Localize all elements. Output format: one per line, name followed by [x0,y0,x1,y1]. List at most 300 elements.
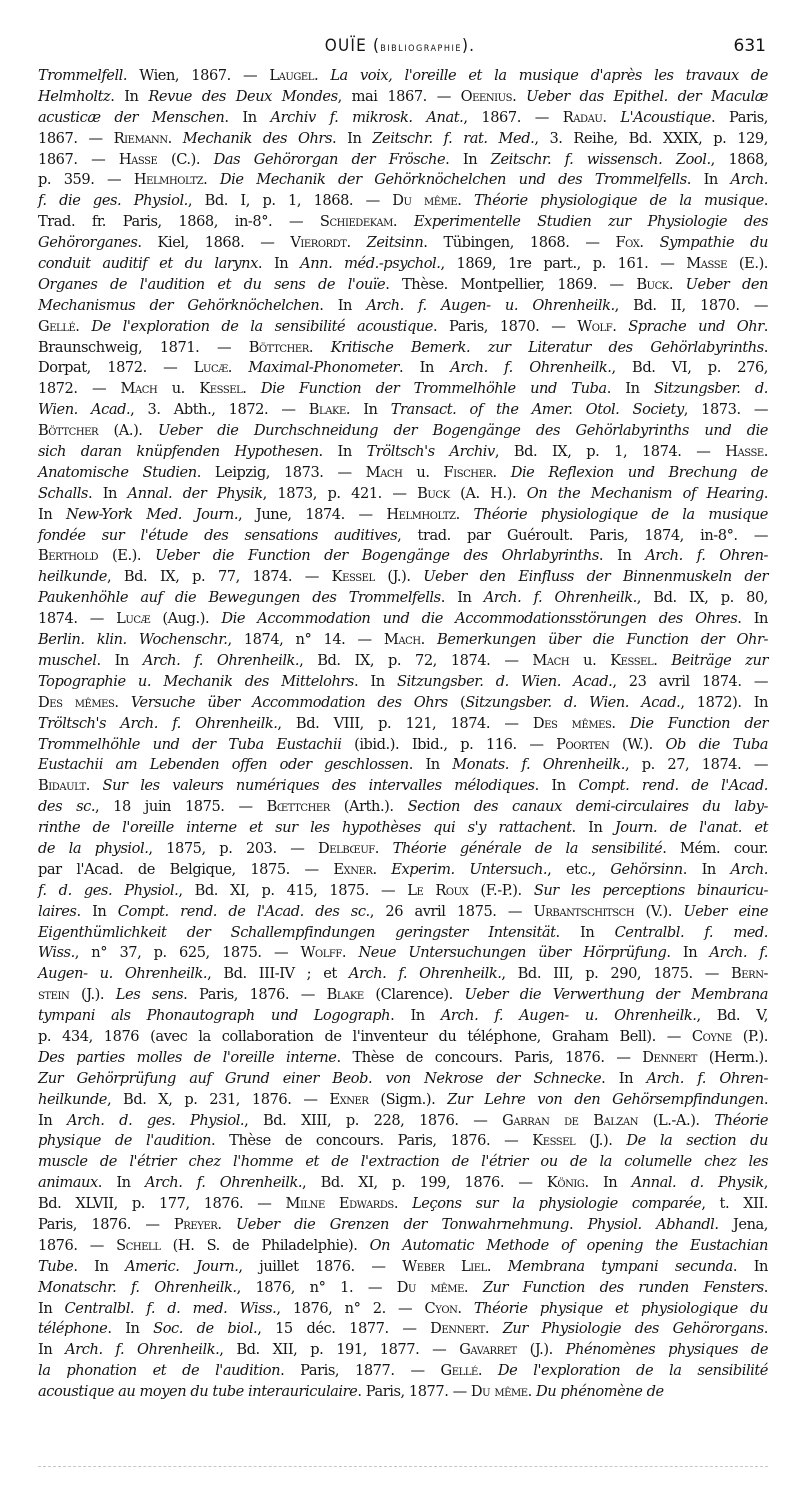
text-run: , June, 1874. — [238,505,387,523]
italic-run: tympani als Phonautograph und Logograph [38,1007,391,1025]
italic-run: Ueber eine [683,902,769,920]
italic-run: sich daran knüpfenden Hypothesen [38,443,319,461]
italic-run: Du phénomène de [536,1383,664,1401]
author-name: Cyon [424,1299,458,1317]
italic-run: laires [38,902,77,920]
text-run: . In [737,610,768,628]
text-run: , Bd. XI, p. 199, 1876. — [302,1174,547,1192]
text-run: . In [96,651,143,669]
italic-run: Arch. f. Ohrenheilk. [142,651,300,669]
italic-run: Arch. f. Ohrenheilk. [144,1174,303,1192]
text-line [38,735,768,756]
author-name: Du même [396,1278,464,1296]
author-name: Oeenius [460,87,513,105]
italic-run: New-York Med. Journ. [65,505,239,523]
italic-run: L'Acoustique [620,108,711,126]
author-name: Dennert [430,1320,485,1338]
author-name: Hasse [118,150,158,168]
italic-run: Die Function der Trommelhöhle und Tuba [260,380,607,398]
text-line [38,358,768,379]
italic-run: Sitzungsber. d. Wien. Acad. [465,693,681,711]
italic-run: Arch. d. ges. Physiol. [66,1111,245,1129]
text-run: . [75,317,92,335]
text-run: . In [440,589,484,607]
author-name: Böttcher [248,338,309,356]
author-name: Berthold [38,547,99,565]
italic-run: Trommelfell. [38,67,140,84]
text-line [38,421,768,442]
italic-run: Wien. Acad. [38,401,131,419]
text-run: . In [345,401,391,419]
text-run: . Paris, 1870. — [433,317,578,335]
text-run: , n° 37, p. 625, 1875. — [74,944,301,962]
italic-run: Zur Lehre von den Gehörsempfindungen [447,1090,764,1108]
text-run: . In [399,359,451,377]
italic-run: Gehörsinn [610,860,683,878]
text-run: Wien, 1867. — [139,67,270,84]
text-run: . [313,67,331,84]
text-run: . [612,317,629,335]
text-run: , Bd. III, p. 290, 1875. — [501,965,731,983]
text-run: , 3. Abth., 1872. — [130,401,309,419]
text-line [38,1319,768,1340]
italic-run: Die Reflexion und Brechung de [510,463,768,481]
text-line [38,672,768,693]
title-end: ). [462,36,476,56]
text-run: (Herm.). [696,1048,768,1066]
text-run: . Paris, 1877. — [280,1362,441,1380]
text-run: (Clarence). [363,986,465,1004]
text-line [38,818,768,839]
text-run: . In [318,443,367,461]
italic-run: Die Mechanik der Gehörknöchelchen und des Trommelfells [219,171,687,189]
text-run: , 1872). In [680,693,768,711]
text-run: . [227,359,249,377]
text-run: , 1876, n° 2. — [276,1299,425,1317]
text-line [38,1069,768,1090]
text-run: (J.). [374,568,424,586]
text-run: . [455,505,474,523]
text-run: , Bd. XI, p. 415, 1875. — [178,881,408,899]
text-run: . [611,714,630,732]
text-run: (J.). [69,986,116,1004]
italic-run: On the Mechanism of Hearing [526,484,764,502]
text-run: , Bd. VI, p. 276, [611,359,768,377]
text-run: p. 434, 1876 (avec la collaboration de l'inventeur du téléphone, Graham Bell). — [38,1027,692,1045]
italic-run: Americ. Journ. [125,1257,239,1275]
text-run: (A.). [98,422,158,440]
author-name: Exner [329,1090,369,1108]
text-run: . Paris, 1877. — [357,1383,471,1401]
italic-run: Arch. f. Ohrenheilk. [65,1341,220,1359]
text-run: . [393,1195,413,1213]
italic-run: Théorie physiologique de la musique [473,192,764,210]
text-run: Trad. fr. Paris, 1868, in-8°. — [38,213,320,231]
text-line [38,943,768,964]
text-run: . In [571,819,615,837]
text-line [38,296,768,317]
author-name: Du même [470,1383,528,1401]
italic-run: Organes de l'audition et du sens de l'ouïe [38,275,386,293]
text-run: (C.). [157,150,214,168]
text-run: , Bd. IX, p. 1, 1874. — [494,443,726,461]
text-line [38,129,768,150]
text-run: . [346,234,367,252]
text-run: . [242,380,261,398]
author-name: Laugel [269,67,314,84]
footer-rule [38,1466,768,1467]
text-run: , [763,1174,768,1192]
text-run: . Kiel, 1868. — [137,234,291,252]
text-run: . [392,213,414,231]
text-run: . [308,338,331,356]
text-run: In [38,1299,65,1317]
text-run: . [653,651,672,669]
text-run: , mai 1867. — [337,87,461,105]
text-run: , 3. Reihe, Bd. XXIX, p. 129, [534,129,768,147]
text-run: , p. 27, 1874. — [624,756,768,774]
italic-run: De l'exploration de la sensibilité acoustique [91,317,433,335]
text-line [38,233,768,254]
author-name: Lucæ [116,610,151,628]
title-small-caps: bibliographie [380,40,462,55]
text-line [38,1194,768,1215]
italic-run: Sitzungsber. d. Wien. Acad. [396,672,613,690]
author-name: Gellé [440,1362,478,1380]
italic-run: Physiol. Abhandl. [587,1215,719,1233]
text-run: . [602,108,621,126]
text-line [38,1299,768,1320]
author-name: Kessel [610,651,654,669]
italic-run: Zur Function des runden Fensters [482,1278,764,1296]
author-name: Le Roux [407,881,469,899]
author-name: Schiedekam [319,213,393,231]
italic-run: Ueber die Grenzen der Tonwahrnehmung [235,1215,569,1233]
italic-run: Ueber den Einfluss der Binnenmuskeln der [423,568,768,586]
text-run: . [763,1320,768,1338]
italic-run: Théorie générale de la sensibilité [392,839,663,857]
text-line [38,567,768,588]
italic-run: acoustique au moyen du tube interauriculaire [38,1383,358,1401]
italic-run: De la section du [626,1132,768,1150]
italic-run: Zur Gehörprüfung auf Grund einer Beob. von Nekrose der Schnecke [38,1069,602,1087]
text-line [38,839,768,860]
text-run: u. [569,651,611,669]
text-line [38,170,768,191]
italic-run: Arch. f. Ohrenheilk. [483,589,637,607]
text-run: . In [390,1007,441,1025]
text-run: . [217,1215,236,1233]
italic-run: Arch. f. Ohren- [645,547,768,565]
italic-run: Mechanik des Ohrs [182,129,332,147]
text-line [38,150,768,171]
author-name: Coyne [691,1027,732,1045]
text-run: . [203,171,220,189]
text-line [38,902,768,923]
text-run: , t. XII. [701,1195,768,1213]
italic-run: physique de l'audition [38,1132,211,1150]
text-line [38,1090,768,1111]
text-run: . [492,463,511,481]
text-run: . Paris, 1876. — [183,986,327,1004]
italic-run: rinthe de l'oreille interne et sur les hypothèses qui s'y rattachent [38,819,572,837]
author-name: Exner [333,860,373,878]
italic-run: Berlin. klin. Wochenschr. [38,631,228,649]
italic-run: Ueber das Epithel. der Maculæ [526,87,768,105]
text-run: . In [110,87,149,105]
text-line [38,714,768,735]
italic-run: animaux [38,1174,98,1192]
italic-run: des sc. [38,798,96,816]
text-line [38,254,768,275]
text-line [38,1236,768,1257]
text-line [38,275,768,296]
author-name: Buck [417,484,450,502]
italic-run: Membrana tympani secunda [507,1257,733,1275]
text-run: . In [257,255,301,273]
italic-run: Sitzungsber. d. [654,380,768,398]
text-line [38,1006,768,1027]
text-run: (A. H.). [449,484,527,502]
italic-run: Phénomènes physiques de [565,1341,769,1359]
text-line [38,1257,768,1278]
text-run: . In [534,777,579,795]
text-line [38,1027,768,1048]
text-run: Jena, [718,1215,768,1233]
text-run: Paris, 1876. — [38,1215,174,1233]
text-line [38,212,768,233]
text-run: . Mém. cour. [662,839,768,857]
title-main: OUÏE ( [324,36,381,56]
text-line [38,1340,768,1361]
text-run: . [639,234,660,252]
text-run: . [568,1215,588,1233]
text-line [38,693,768,714]
text-run: , Bd. I, p. 1, 1868. — [187,192,393,210]
text-run: . In [87,484,128,502]
author-name: Kessel [331,568,375,586]
text-run: (J.). [516,1341,566,1359]
text-run: . In [332,129,373,147]
author-name: Milne Edwards [285,1195,394,1213]
italic-run: Die Accommodation und die Accommodationsstörungen des Ohres [221,610,738,628]
text-run: . In [666,944,710,962]
text-run: , Bd. IX, p. 72, 1874. — [299,651,533,669]
italic-run: Transact. of the Amer. Otol. Society [390,401,684,419]
text-run: , Bd. XII, p. 191, 1877. — [219,1341,460,1359]
text-run: 1867. — [38,150,119,168]
text-run: . Thèse de concours. Paris, 1876. — [336,1048,643,1066]
italic-run: Arch. f. Ohrenheilk. [450,359,612,377]
text-run: , 15 déc. 1877. — [257,1320,431,1338]
text-run: . Tübingen, 1868. — [423,234,616,252]
author-name: Urbantschitsch [533,902,635,920]
italic-run: heilkunde [38,568,107,586]
text-run: . In [319,296,367,314]
author-name: Helmholtz [386,505,456,523]
text-run: . In [598,547,646,565]
italic-run: Eustachii am Lebenden offen oder geschlossen [38,756,409,774]
italic-run: Zur Physiologie des Gehörorgans [502,1320,764,1338]
text-run: , Bd. XIII, p. 228, 1876. — [244,1111,503,1129]
text-run: , Bd. V, [696,1007,768,1025]
author-name: Masse [686,255,728,273]
author-name: Poorten [556,735,610,753]
text-run: . In [445,150,491,168]
author-name: Bœttcher [266,798,330,816]
text-run: , etc., [547,860,611,878]
text-line [38,651,768,672]
italic-run: Arch. f. [709,944,768,962]
text-run: . In [408,756,453,774]
italic-run: Versuche über Accommodation des Ohrs [130,693,448,711]
text-run: . [372,860,392,878]
text-line [38,588,768,609]
text-run: Braunschweig, 1871. — [38,338,249,356]
text-run: . [457,192,474,210]
text-run: . [512,87,527,105]
italic-run: Archiv f. mikrosk. Anat. [270,108,464,126]
running-head [0,36,800,56]
text-run: . [374,839,393,857]
text-run: . [114,693,131,711]
author-name: Des mêmes [38,693,115,711]
author-name: Gavarret [459,1341,517,1359]
text-run: , 18 juin 1875. — [95,798,267,816]
text-run: . In [107,1320,154,1338]
text-run: u. [402,463,444,481]
text-run: , 1869, 1re part., p. 161. — [440,255,687,273]
page-number: 631 [733,36,766,56]
text-line [38,484,768,505]
italic-run: Arch. f. Ohrenheilk. [348,965,502,983]
text-run: , Bd. VIII, p. 121, 1874. — [277,714,533,732]
author-name: König [546,1174,585,1192]
italic-run: Journ. de l'anat. et [614,819,768,837]
text-line [38,797,768,818]
text-run: In [38,1341,66,1359]
italic-run: Ueber die Verwerthung der Membrana [464,986,769,1004]
text-run: . In [732,1257,768,1275]
italic-run: Schalls [38,484,88,502]
text-run: . Leipzig, 1873. — [196,463,366,481]
text-line [38,463,768,484]
text-run: . [486,1257,508,1275]
italic-run: Leçons sur la physiologie comparée [412,1195,702,1213]
text-line [38,776,768,797]
text-run: (Sigm.). [368,1090,448,1108]
italic-run: Sympathie du [659,234,768,252]
text-line [38,442,768,463]
text-run: Dorpat, 1872. — [38,359,194,377]
author-name: Du même [392,192,458,210]
text-run: In [38,505,66,523]
text-run: (F.-P.). [468,881,534,899]
italic-run: Tröltsch's Arch. f. Ohrenheilk. [38,714,278,732]
italic-run: Ueber den [685,275,768,293]
italic-run: Théorie physique et physiologique du [473,1299,768,1317]
italic-run: Zeitschr. f. rat. Med. [372,129,535,147]
italic-run: Annal. der Physik [127,484,263,502]
author-name: Preyer [173,1215,218,1233]
text-run: . [763,1278,768,1296]
italic-run: Sprache und Ohr [628,317,764,335]
text-line [38,338,768,359]
italic-run: Zeitsinn [366,234,424,252]
author-name: Buck [636,275,669,293]
author-name: Delbœuf [318,839,375,857]
italic-run: Trommelhöhle und der Tuba Eustachii [38,735,342,753]
text-run: . [85,777,103,795]
text-line [38,985,768,1006]
italic-run: Bemerkungen über die Function der Ohr- [437,631,769,649]
text-run: . In [686,171,731,189]
text-run: . [763,443,768,461]
text-run: . [167,129,183,147]
italic-run: Ob die Tuba [665,735,768,753]
text-line [38,317,768,338]
text-line [38,1111,768,1132]
text-run: (Aug.). [150,610,222,628]
author-name: Blake [326,986,364,1004]
text-line [38,1382,768,1403]
author-name: Wolff [300,944,342,962]
text-run: , juillet 1876. — [238,1257,403,1275]
text-run: . Thèse de concours. Paris, 1876. — [211,1132,533,1150]
italic-run: muschel [38,651,97,669]
text-run: . [341,944,359,962]
text-run: , 1867. — [463,108,563,126]
italic-run: Centralbl. f. med. [614,923,768,941]
italic-run: muscle de l'étrier chez l'homme et de l'extraction de l'étrier ou de la columelle chez les [38,1153,768,1171]
italic-run: Zeitschr. f. wissensch. Zool. [490,150,711,168]
text-run: . [527,1383,537,1401]
italic-run: Annal. d. Physik [631,1174,764,1192]
text-run: (Arth.). [329,798,408,816]
text-run: (ibid.). Ibid., p. 116. — [341,735,557,753]
italic-run: Arch. [730,860,768,878]
italic-run: Arch. [730,171,768,189]
italic-run: Monats. f. Ohrenheilk. [452,756,625,774]
text-run: In [38,1111,67,1129]
author-name: Bidault [38,777,86,795]
author-name: Hasse [725,443,764,461]
author-name: Des mêmes [532,714,612,732]
text-run: . [763,317,768,335]
text-run: (P.). [731,1027,768,1045]
italic-run: Théorie [714,1111,769,1129]
text-run: 1874. — [38,610,117,628]
text-run: , Bd. X, p. 231, 1876. — [106,1090,330,1108]
italic-run: Théorie physiologique de la musique [473,505,768,523]
author-name: Mach [532,651,570,669]
text-line [38,400,768,421]
text-line [38,964,768,985]
italic-run: Soc. de biol. [153,1320,258,1338]
text-run: . In [606,380,655,398]
italic-run: Experimentelle Studien zur Physiologie des [413,213,768,231]
author-name: Mach [383,631,421,649]
text-line [38,1215,768,1236]
text-run: par l'Acad. de Belgique, 1875. — [38,860,334,878]
text-run: 1876. — [38,1236,117,1254]
text-run: . In [353,672,397,690]
italic-run: Anatomische Studien [38,463,197,481]
text-run: , trad. par Guéroult. Paris, 1874, in-8°. — [397,526,768,544]
italic-run: Les sens [115,986,184,1004]
text-line [38,1278,768,1299]
page-title [0,36,800,56]
